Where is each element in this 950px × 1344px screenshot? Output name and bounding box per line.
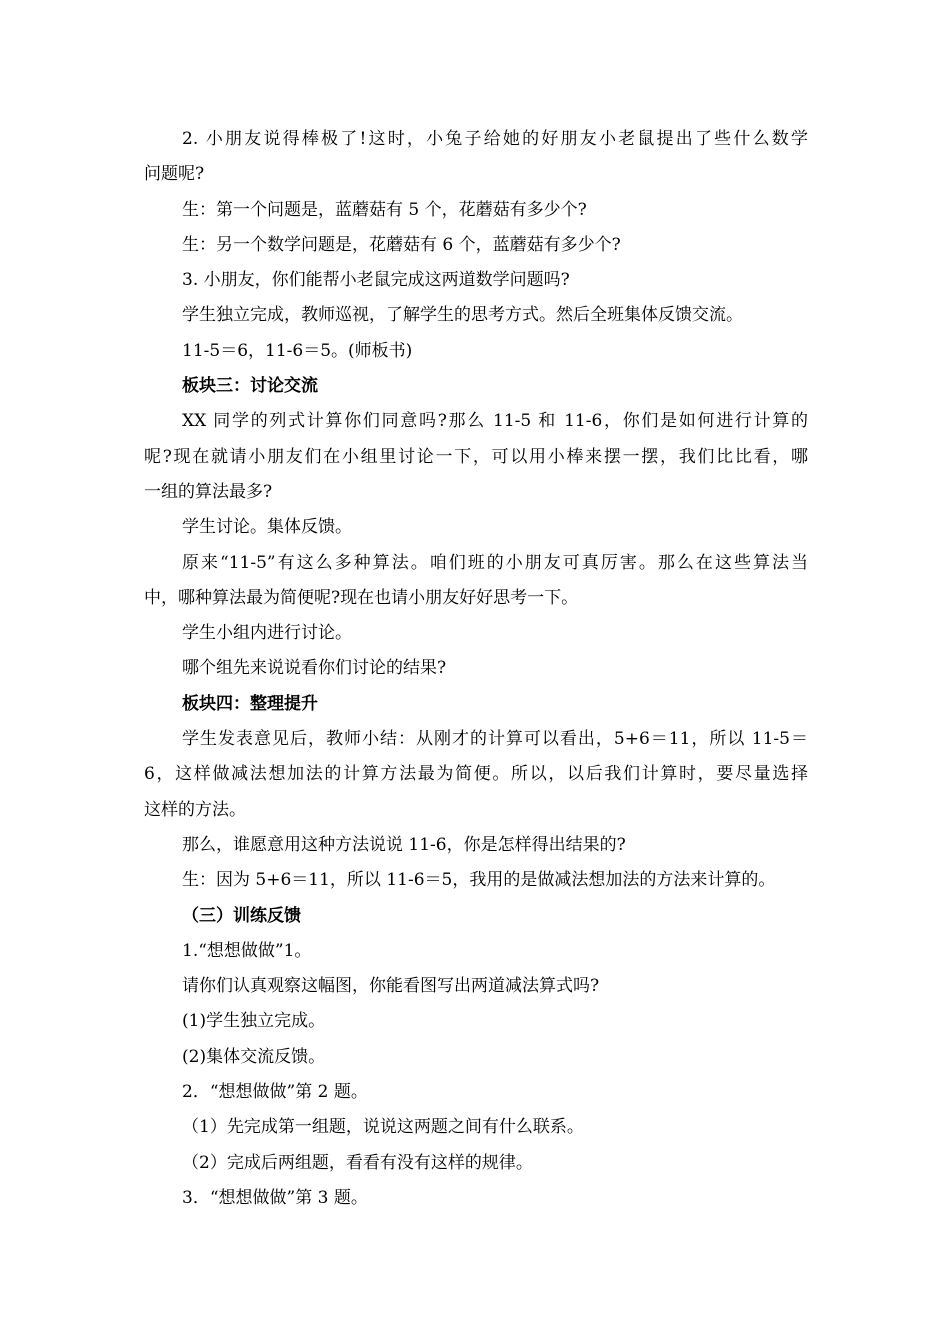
section-heading (144, 369, 808, 404)
text-line: 学生发表意见后，教师小结：从刚才的计算可以看出，5+6＝11，所以 11-5＝ (182, 729, 808, 750)
paragraph (144, 510, 808, 545)
text-line: （三）训练反馈 (182, 905, 301, 926)
paragraph (144, 228, 808, 263)
text-line: 这样的方法。 (144, 799, 246, 820)
text-line: 板块三：讨论交流 (182, 376, 318, 397)
text-line: 学生独立完成，教师巡视，了解学生的思考方式。然后全班集体反馈交流。 (182, 305, 743, 326)
paragraph (144, 1181, 808, 1216)
section-heading (144, 899, 808, 934)
paragraph (144, 1110, 808, 1145)
paragraph (144, 651, 808, 686)
text-line: 哪个组先来说说看你们讨论的结果? (182, 658, 447, 679)
text-line: 1.“想想做做”1。 (182, 940, 312, 961)
text-line: 11-5＝6，11-6＝5。(师板书) (182, 340, 413, 361)
paragraph (144, 828, 808, 863)
text-line: 板块四：整理提升 (182, 693, 318, 714)
paragraph (144, 616, 808, 651)
text-line: 一组的算法最多? (144, 481, 273, 502)
text-line: 3. 小朋友，你们能帮小老鼠完成这两道数学问题吗? (182, 270, 570, 291)
text-line: 2．“想想做做”第 2 题。 (182, 1082, 368, 1103)
text-line: 中，哪种算法最为简便呢?现在也请小朋友好好思考一下。 (144, 587, 579, 608)
text-line: 学生小组内进行讨论。 (182, 623, 352, 644)
text-line: 请你们认真观察这幅图，你能看图写出两道减法算式吗? (182, 976, 600, 997)
text-line: 问题呢? (144, 164, 205, 185)
text-line: 生：第一个问题是，蓝蘑菇有 5 个，花蘑菇有多少个? (182, 199, 587, 220)
text-line: XX 同学的列式计算你们同意吗?那么 11-5 和 11-6，你们是如何进行计算的 (182, 411, 808, 432)
paragraph (144, 263, 808, 298)
text-line: (2)集体交流反馈。 (182, 1046, 326, 1067)
text-line: 那么，谁愿意用这种方法说说 11-6，你是怎样得出结果的? (182, 834, 626, 855)
paragraph (144, 404, 808, 510)
section-heading (144, 687, 808, 722)
text-line: （1）先完成第一组题，说说这两题之间有什么联系。 (182, 1117, 584, 1138)
text-line: 6，这样做减法想加法的计算方法最为简便。所以，以后我们计算时，要尽量选择 (144, 764, 808, 785)
paragraph (144, 1004, 808, 1039)
paragraph (144, 934, 808, 969)
paragraph (144, 1040, 808, 1075)
paragraph (144, 334, 808, 369)
text-line: (1)学生独立完成。 (182, 1011, 326, 1032)
text-line: 学生讨论。集体反馈。 (182, 517, 352, 538)
paragraph (144, 546, 808, 617)
text-line: （2）完成后两组题，看看有没有这样的规律。 (182, 1152, 533, 1173)
paragraph (144, 722, 808, 828)
text-line: 呢?现在就请小朋友们在小组里讨论一下，可以用小棒来摆一摆，我们比比看，哪 (144, 446, 808, 467)
document-body (144, 122, 808, 1216)
text-line: 2. 小朋友说得棒极了!这时，小兔子给她的好朋友小老鼠提出了些什么数学 (182, 129, 808, 149)
paragraph (144, 298, 808, 333)
paragraph (144, 969, 808, 1004)
text-line: 生：因为 5+6＝11，所以 11-6＝5，我用的是做减法想加法的方法来计算的。 (182, 870, 776, 891)
paragraph (144, 863, 808, 898)
paragraph (144, 1146, 808, 1181)
text-line: 3．“想想做做”第 3 题。 (182, 1187, 368, 1208)
paragraph (144, 122, 808, 193)
paragraph (144, 193, 808, 228)
text-line: 原来“11-5”有这么多种算法。咱们班的小朋友可真厉害。那么在这些算法当 (182, 552, 808, 573)
text-line: 生：另一个数学问题是，花蘑菇有 6 个，蓝蘑菇有多少个? (182, 234, 621, 255)
paragraph (144, 1075, 808, 1110)
